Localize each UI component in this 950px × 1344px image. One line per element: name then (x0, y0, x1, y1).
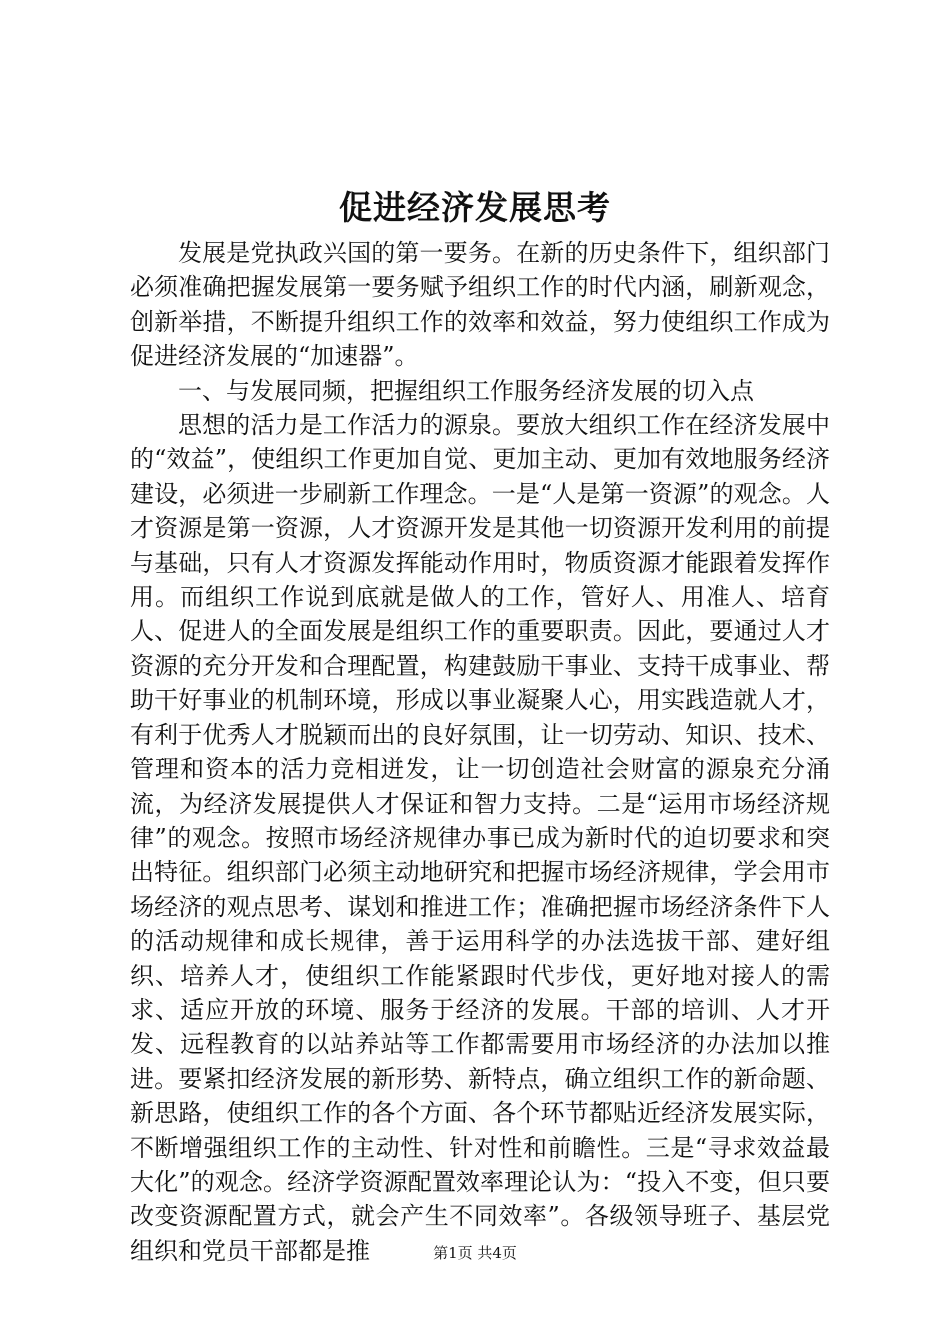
paragraph-main: 思想的活力是工作活力的源泉。要放大组织工作在经济发展中的“效益”，使组织工作更加自觉、更加主动、更加有效地服务经济建设，必须进一步刷新工作理念。一是“人是第一资源”的观念。人才资源是第一资源，人才资源开发是其他一切资源开发利用的前提与基础，只有人才资源发挥能动作用时，物质资源才能跟着发挥作用。而组织工作说到底就是做人的工作，管好人、用准人、培育人、促进人的全面发展是组织工作的重要职责。因此，要通过人才资源的充分开发和合理配置，构建鼓励干事业、支持干成事业、帮助干好事业的机制环境，形成以事业凝聚人心，用实践造就人才，有利于优秀人才脱颖而出的良好氛围，让一切劳动、知识、技术、管理和资本的活力竞相迸发，让一切创造社会财富的源泉充分涌流，为经济发展提供人才保证和智力支持。二是“运用市场经济规律”的观念。按照市场经济规律办事已成为新时代的迫切要求和突出特征。组织部门必须主动地研究和把握市场经济规律，学会用市场经济的观点思考、谋划和推进工作；准确把握市场经济条件下人的活动规律和成长规律，善于运用科学的办法选拔干部、建好组织、培养人才，使组织工作能紧跟时代步伐，更好地对接人的需求、适应开放的环境、服务于经济的发展。干部的培训、人才开发、远程教育的以站养站等工作都需要用市场经济的办法加以推进。要紧扣经济发展的新形势、新特点，确立组织工作的新命题、新思路，使组织工作的各个方面、各个环节都贴近经济发展实际，不断增强组织工作的主动性、针对性和前瞻性。三是“寻求效益最大化”的观念。经济学资源配置效率理论认为：“投入不变，但只要改变资源配置方式，就会产生不同效率”。各级领导班子、基层党组织和党员干部都是推 (130, 411, 830, 1265)
page-footer: 第1页 共4页 (433, 1244, 517, 1262)
document-title: 促进经济发展思考 (339, 188, 611, 227)
document-body (130, 236, 830, 1268)
paragraph-intro: 发展是党执政兴国的第一要务。在新的历史条件下，组织部门必须准确把握发展第一要务赋予组织工作的时代内涵，刷新观念，创新举措，不断提升组织工作的效率和效益，努力使组织工作成为促进经济发展的“加速器”。 (130, 239, 830, 371)
section-heading: 一、与发展同频，把握组织工作服务经济发展的切入点 (178, 376, 754, 405)
